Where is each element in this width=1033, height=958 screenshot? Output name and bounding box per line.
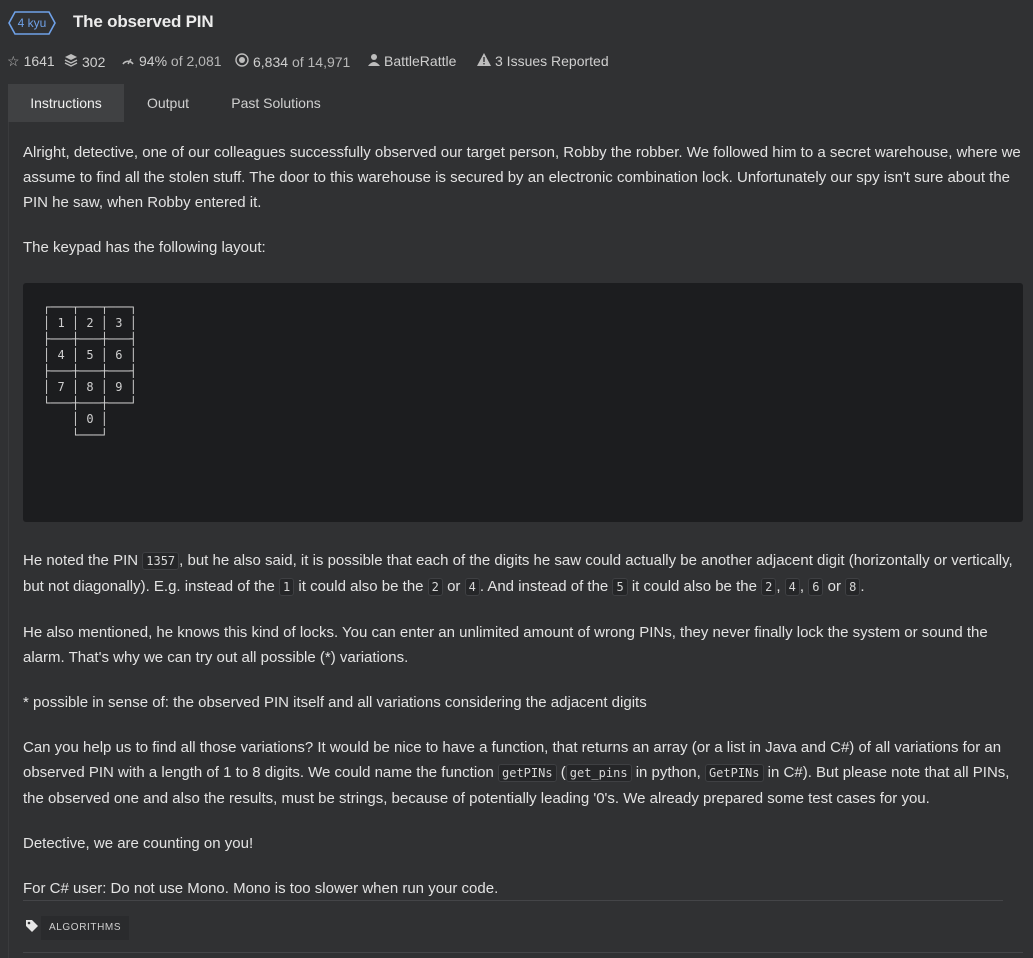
inline-code: 1 (279, 578, 294, 596)
inline-code: 1357 (142, 552, 179, 570)
layers-icon (64, 53, 78, 70)
inline-code: 8 (845, 578, 860, 596)
tab-instructions[interactable]: Instructions (8, 84, 124, 122)
stars-count: 1641 (23, 53, 55, 69)
inline-code: 2 (428, 578, 443, 596)
satisfaction-stat (121, 53, 222, 69)
target-icon (235, 53, 249, 70)
inline-code: 4 (785, 578, 800, 596)
inline-code: 5 (612, 578, 627, 596)
satisfaction-votes: of 2,081 (170, 53, 222, 69)
tag-icon (25, 919, 39, 933)
stars-stat[interactable] (7, 53, 55, 69)
csharp-note-paragraph: For C# user: Do not use Mono. Mono is too slower when run your code. (23, 880, 499, 897)
tag-algorithms[interactable]: ALGORITHMS (41, 916, 129, 940)
author-stat[interactable] (368, 53, 456, 69)
kyu-rank-label: 4 kyu (17, 16, 47, 30)
kata-title: The observed PIN (73, 12, 214, 31)
task-paragraph: Can you help us to find all those variations? It would be nice to have a function, that returns an array (or a list in Java and C#) of all variations for an observed PIN with a length of 1 to 8 digits. We could name the function getPINs ( get_pins in python, GetPINs in C#). But please note that all PINs, the observed one and also the results, must be strings, because of potentially leading '0's. We already prepared some test cases for you. (23, 739, 1010, 807)
kata-header (0, 0, 1033, 48)
inline-code: GetPINs (705, 764, 764, 782)
issues-label: 3 Issues Reported (495, 53, 609, 69)
keypad-intro: The keypad has the following layout: (23, 239, 266, 256)
star-icon: ☆ (7, 53, 20, 69)
adjacent-digits-paragraph: He noted the PIN 1357 , but he also said, it is possible that each of the digits he saw could actually be another adjacent digit (horizontally or vertically, but not diagonally). E.g. instead of the 1 it could also be the 2 or 4 . And instead of the 5 it could also be the 2 , 4 , 6 or 8 . (23, 552, 1013, 595)
completed-total: of 14,971 (291, 53, 351, 70)
author-name[interactable]: BattleRattle (384, 53, 457, 69)
counting-paragraph: Detective, we are counting on you! (23, 835, 254, 852)
tab-output[interactable]: Output (146, 95, 190, 111)
warning-icon (477, 53, 491, 69)
inline-code: get_pins (566, 764, 632, 782)
instructions-panel (8, 122, 1033, 958)
completed-stat (235, 53, 350, 70)
inline-code: 6 (808, 578, 823, 596)
inline-code: 4 (465, 578, 480, 596)
footnote-paragraph: * possible in sense of: the observed PIN itself and all variations considering the adjacent digits (23, 694, 647, 711)
kata-tabs (8, 84, 1033, 122)
locks-paragraph: He also mentioned, he knows this kind of locks. You can enter an unlimited amount of wrong PINs, they never finally lock the system or sound the alarm. That's why we can try out all possible (*) variations. (23, 624, 988, 666)
keypad-layout: ┌───┬───┬───┐ │ 1 │ 2 │ 3 │ ├───┼───┼───┤ │ 4 │ 5 │ 6 │ ├───┼───┼───┤ │ 7 │ 8 │ 9 │ └───┼───┼───┘ │ 0 │ └───┘ (43, 300, 137, 442)
collections-stat[interactable] (64, 53, 105, 70)
kyu-rank-badge[interactable] (8, 11, 56, 35)
user-icon (368, 53, 380, 69)
kata-stats (0, 50, 1033, 74)
inline-code: 2 (761, 578, 776, 596)
completed-count: 6,834 (253, 53, 289, 70)
gauge-icon (121, 53, 135, 69)
tab-past-solutions[interactable]: Past Solutions (231, 95, 321, 111)
collections-count: 302 (82, 53, 106, 70)
issues-stat[interactable] (477, 53, 609, 69)
divider (23, 952, 1023, 953)
inline-code: getPINs (498, 764, 557, 782)
satisfaction-percent: 94% (139, 53, 168, 69)
keypad-code-block (23, 283, 1023, 522)
divider (23, 900, 1003, 901)
description-paragraph: Alright, detective, one of our colleagues successfully observed our target person, Robby the robber. We followed him to a secret warehouse, where we assume to find all the stolen stuff. The door to this warehouse is secured by an electronic combination lock. Unfortunately our spy isn't sure about the PIN he saw, when Robby entered it. (23, 144, 1021, 211)
